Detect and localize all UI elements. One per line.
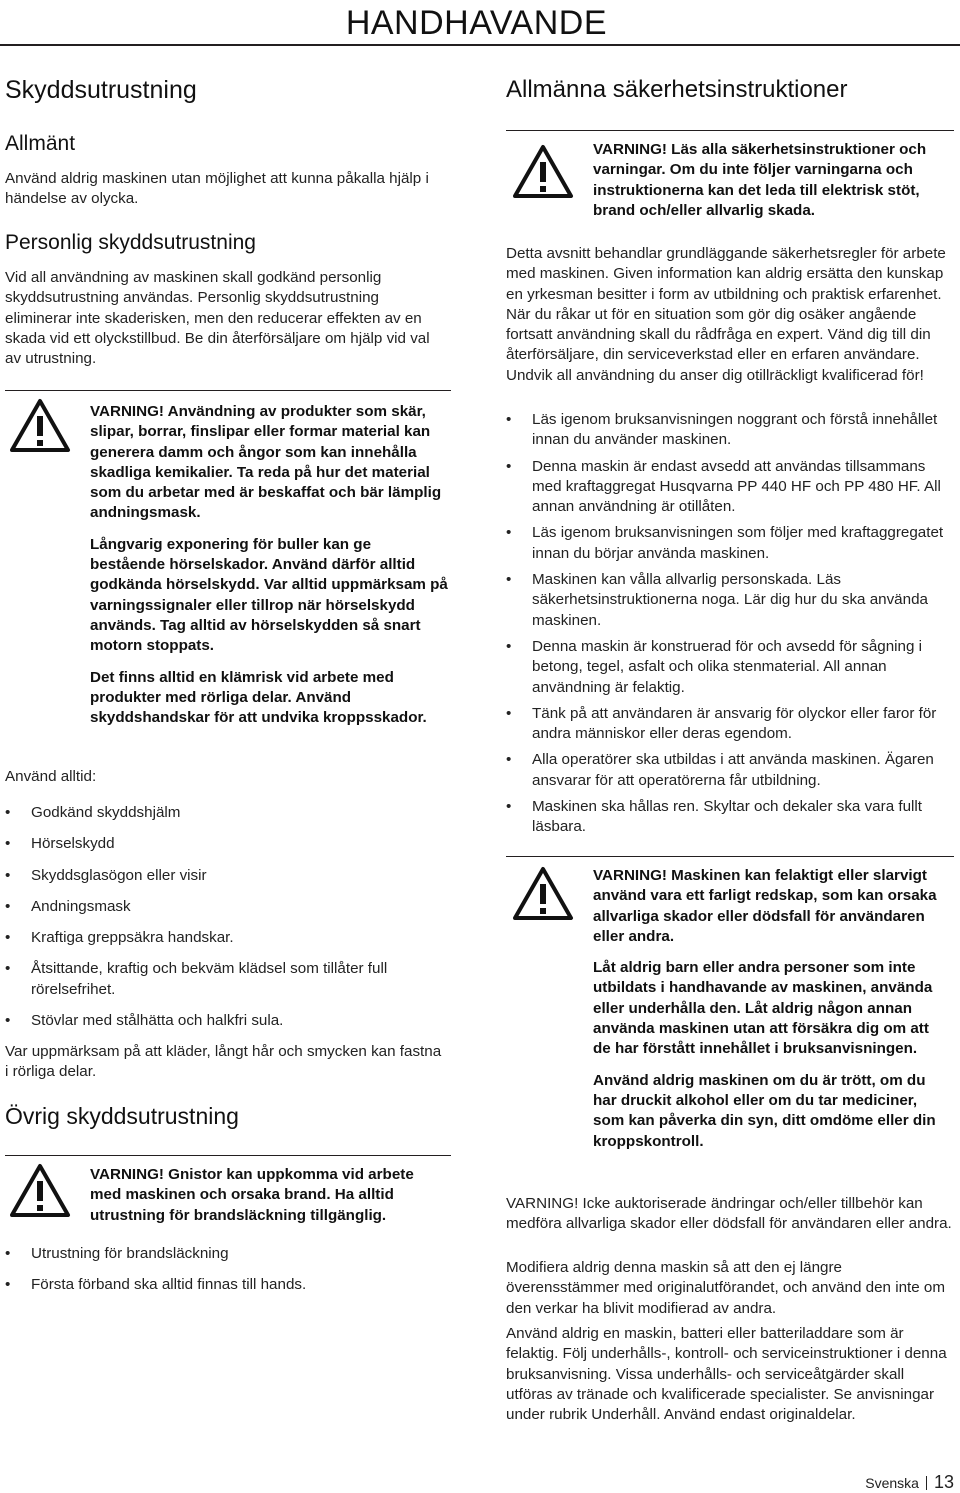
list-item: • Maskinen ska hållas ren. Skyltar och dekaler ska vara fullt läsbara.: [506, 797, 952, 838]
warning-triangle-icon: [512, 144, 574, 200]
list-item: • Läs igenom bruksanvisningen som följer med kraftaggregatet innan du börjar använda maskinen.: [506, 523, 952, 564]
header-rule: [0, 44, 960, 46]
warning-box-2: [5, 1155, 451, 1235]
warning-mid-para: Använd aldrig maskinen om du är trött, om du har druckit alkohol eller om du tar mediciner, som kan påverka din syn, ditt omdöme eller din kroppskontroll.: [593, 1071, 936, 1150]
list-item: • Utrustning för brandsläckning: [5, 1244, 445, 1264]
section-title-allmanna: Allmänna säkerhetsinstruktioner: [506, 76, 848, 103]
ovrig-list: [5, 1244, 445, 1296]
list-item: • Tänk på att användaren är ansvarig för olyckor eller faror för andra människor eller deras egendom.: [506, 704, 952, 745]
warning1-para: VARNING! Användning av produkter som skär, slipar, borrar, finslipar eller formar material kan generera damm och ångor som kan innehålla skadliga kemikalier. Ta reda på hur det material som du arbetar med är beskaffat och bär lämplig andningsmask.: [90, 403, 442, 522]
warning-box-top: [506, 130, 954, 236]
list-item: • Maskinen kan vålla allvarlig personskada. Läs säkerhetsinstruktionerna noga. Lär dig hur du ska använda maskinen.: [506, 570, 952, 631]
intro-text: Detta avsnitt behandlar grundläggande säkerhetsregler för arbete med maskinen. Given information kan aldrig ersätta den kunskap en yrkesman besitter i form av utbildning och praktisk erfarenhet. När du råkar ut för en situation som gör dig osäker angående fortsatt användning skall du rådfråga en expert. Vänd dig till din återförsäljare, din serviceverkstad eller en erfaren användare. Undvik all användning du anser dig otillräckligt kvalificerad för!: [506, 245, 946, 384]
heading-personlig: Personlig skyddsutrustning: [5, 231, 256, 254]
use-always-label: Använd alltid:: [5, 768, 97, 785]
list-item: • Hörselskydd: [5, 834, 445, 854]
modification-text: Modifiera aldrig denna maskin så att den ej längre överensstämmer med originalutförandet, och använd den inte om den verkar ha blivit modifierad av andra.: [506, 1259, 945, 1317]
warning-triangle-icon: [512, 866, 574, 922]
list-item: • Andningsmask: [5, 897, 445, 917]
list-item: • Denna maskin är endast avsedd att användas tillsammans med kraftaggregat Husqvarna PP 440 HF och PP 480 HF. All annan användning är otillåten.: [506, 457, 952, 518]
list-item: • Första förband ska alltid finnas till hands.: [5, 1275, 445, 1295]
list-item: • Godkänd skyddshjälm: [5, 803, 445, 823]
list-item: • Läs igenom bruksanvisningen noggrant och förstå innehållet innan du använder maskinen.: [506, 410, 952, 451]
page-header-title: HANDHAVANDE: [345, 4, 607, 42]
allmant-text: Använd aldrig maskinen utan möjlighet att kunna påkalla hjälp i händelse av olycka.: [5, 170, 429, 208]
warning2-text: VARNING! Gnistor kan uppkomma vid arbete med maskinen och orsaka brand. Ha alltid utrustning för brandsläckning tillgänglig.: [90, 1166, 414, 1224]
section-title-skyddsutrustning: Skyddsutrustning: [5, 76, 197, 104]
footer-separator: [926, 1476, 927, 1490]
personlig-text: Vid all användning av maskinen skall godkänd personlig skyddsutrustning användas. Personlig skyddsutrustning eliminerar inte skaderisken, men den reducerar effekten av en skada vid ett olyckstillbud. Be din återförsäljare om hjälp vid val av utrustning.: [5, 269, 430, 368]
list-item: • Skyddsglasögon eller visir: [5, 866, 445, 886]
warning-triangle-icon: [9, 1163, 71, 1219]
warning-triangle-icon: [9, 398, 71, 454]
warning-box-mid: [506, 856, 954, 1184]
list-item: • Kraftiga greppsäkra handskar.: [5, 928, 445, 948]
safety-list: [506, 410, 952, 838]
heading-allmant: Allmänt: [5, 132, 76, 155]
clothes-text: Var uppmärksam på att kläder, långt hår och smycken kan fastna i rörliga delar.: [5, 1043, 442, 1081]
footer-language: Svenska: [865, 1475, 919, 1491]
warning1-text: [90, 402, 448, 739]
warning-top-text: VARNING! Läs alla säkerhetsinstruktioner och varningar. Om du inte följer varningarna och instruktionerna kan det leda till elektrisk stöt, brand och/eller allvarlig skada.: [593, 141, 927, 219]
maintenance-text: Använd aldrig en maskin, batteri eller batteriladdare som är felaktig. Följ underhålls-, kontroll- och serviceinstruktioner i denna bruksanvisning. Vissa underhålls- och serviceåtgärder skall utföras av tränade och kvalificerade specialister. Se anvisningar under rubrik Underhåll. Använd endast originaldelar.: [506, 1325, 947, 1424]
page-number: 13: [933, 1472, 954, 1492]
heading-ovrig: Övrig skyddsutrustning: [5, 1103, 239, 1129]
use-always-list: [5, 803, 445, 1031]
warning-box-1: [5, 390, 451, 762]
warning-mid-para: Låt aldrig barn eller andra personer som inte utbildats i handhavande av maskinen, använda eller underhålla den. Låt aldrig någon annan använda maskinen utan att försäkra dig om att de har förstått innehållet i bruksanvisningen.: [593, 959, 933, 1058]
list-item: • Denna maskin är konstruerad för och avsedd för sågning i betong, tegel, asfalt och olika stenmaterial. All annan användning är felaktig.: [506, 637, 952, 698]
warning-mid-text: [593, 866, 949, 1163]
warning1-para: Långvarig exponering för buller kan ge bestående hörselskador. Använd därför alltid godkända hörselskydd. Var alltid uppmärksam på varningssignaler eller tillrop när hörselskydd används. Tag alltid av hörselskydden så snart motorn stoppats.: [90, 535, 448, 655]
list-item: • Alla operatörer ska utbildas i att använda maskinen. Ägaren ansvarar för att operatörerna får utbildning.: [506, 750, 952, 791]
warning-mid-para: VARNING! Maskinen kan felaktigt eller slarvigt använd vara ett farligt redskap, som kan orsaka allvarliga skador eller dödsfall för användaren eller andra.: [593, 867, 937, 945]
list-item: • Åtsittande, kraftig och bekväm klädsel som tillåter full rörelsefrihet.: [5, 959, 445, 1000]
warning1-para: Det finns alltid en klämrisk vid arbete med produkter med rörliga delar. Använd skyddshandskar för att undvika kroppsskador.: [90, 668, 427, 727]
list-item: • Stövlar med stålhätta och halkfri sula.: [5, 1011, 445, 1031]
modification-warning: VARNING! Icke auktoriserade ändringar och/eller tillbehör kan medföra allvarliga skador eller dödsfall för användaren eller andra.: [506, 1195, 952, 1233]
page-footer: [865, 1472, 954, 1493]
